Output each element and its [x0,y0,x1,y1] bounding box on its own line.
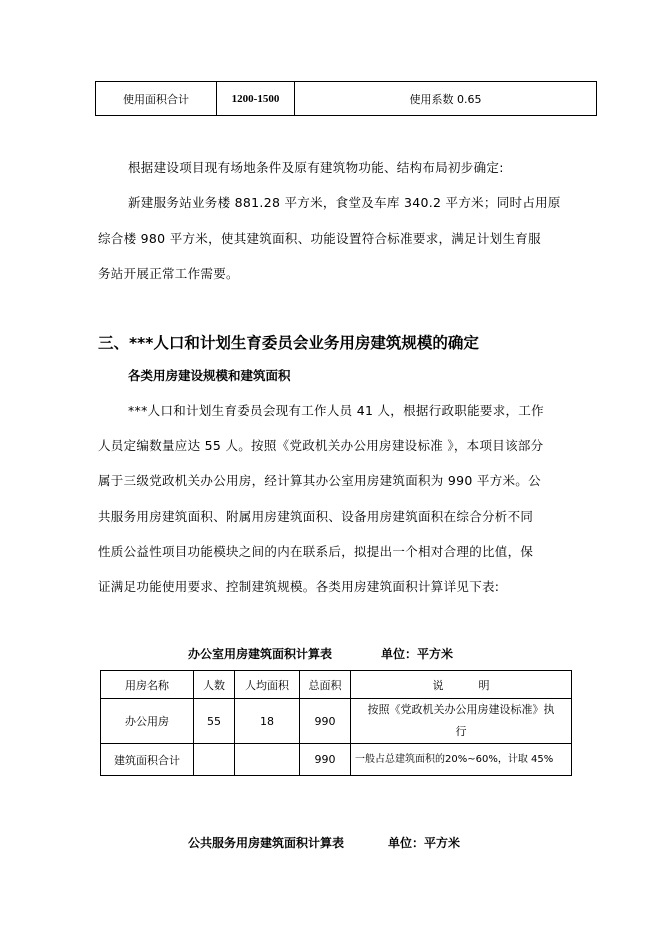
public-table-caption: 公共服务用房建筑面积计算表 [188,836,345,850]
table-row [101,699,572,744]
room-name-cell: 办公用房 [101,699,194,744]
note-line: 行 [455,725,467,738]
column-header: 总面积 [300,671,351,699]
paragraph-line: 综合楼 980 平方米，使其建筑面积、功能设置符合标准要求，满足计划生育服 [98,231,541,246]
headcount-cell: 55 [194,699,235,744]
paragraph-line: 证满足功能使用要求、控制建筑规模。各类用房建筑面积计算详见下表: [98,579,500,594]
column-header: 人均面积 [235,671,300,699]
paragraph-line: 性质公益性项目功能模块之间的内在联系后，拟提出一个相对合理的比值，保 [98,544,534,559]
paragraph-line: 新建服务站业务楼 881.28 平方米，食堂及车库 340.2 平方米；同时占用原 [128,195,561,210]
room-name-cell: 建筑面积合计 [101,744,194,776]
paragraph-line: 人员定编数量应达 55 人。按照《党政机关办公用房建设标准 》，本项目该部分 [98,438,544,453]
paragraph-line: 属于三级党政机关办公用房，经计算其办公室用房建筑面积为 990 平方米。公 [98,473,541,488]
total-area-cell: 990 [300,744,351,776]
per-capita-area-cell [235,744,300,776]
public-table-unit: 单位：平方米 [388,836,461,850]
usage-coefficient: 使用系数 0.65 [295,82,597,116]
office-table-unit: 单位：平方米 [381,647,454,661]
paragraph-line: 共服务用房建筑面积、附属用房建筑面积、设备用房建筑面积在综合分析不同 [98,509,534,524]
section-subheading: 各类用房建设规模和建筑面积 [128,368,291,383]
column-header: 用房名称 [101,671,194,699]
note-cell [351,699,572,744]
paragraph-line: 务站开展正常工作需要。 [98,266,239,281]
office-table-caption: 办公室用房建筑面积计算表 [188,647,333,661]
column-header: 说 明 [351,671,572,699]
paragraph-line: ***人口和计划生育委员会现有工作人员 41 人，根据行政职能要求，工作 [128,403,544,418]
note-line: 按照《党政机关办公用房建设标准》执 [367,703,555,716]
per-capita-area-cell: 18 [235,699,300,744]
table-row [101,744,572,776]
usable-area-label: 使用面积合计 [96,82,217,116]
note-cell: 一般占总建筑面积的20%~60%，计取 45% [351,744,572,776]
column-header: 人数 [194,671,235,699]
paragraph-line: 根据建设项目现有场地条件及原有建筑物功能、结构布局初步确定: [128,160,504,175]
table-header-row [101,671,572,699]
area-range: 1200-1500 [217,82,295,116]
headcount-cell [194,744,235,776]
table-row [96,82,597,116]
area-summary-table [95,81,597,116]
total-area-cell: 990 [300,699,351,744]
office-area-table [100,670,572,776]
section-heading: 三、***人口和计划生育委员会业务用房建筑规模的确定 [98,334,479,352]
